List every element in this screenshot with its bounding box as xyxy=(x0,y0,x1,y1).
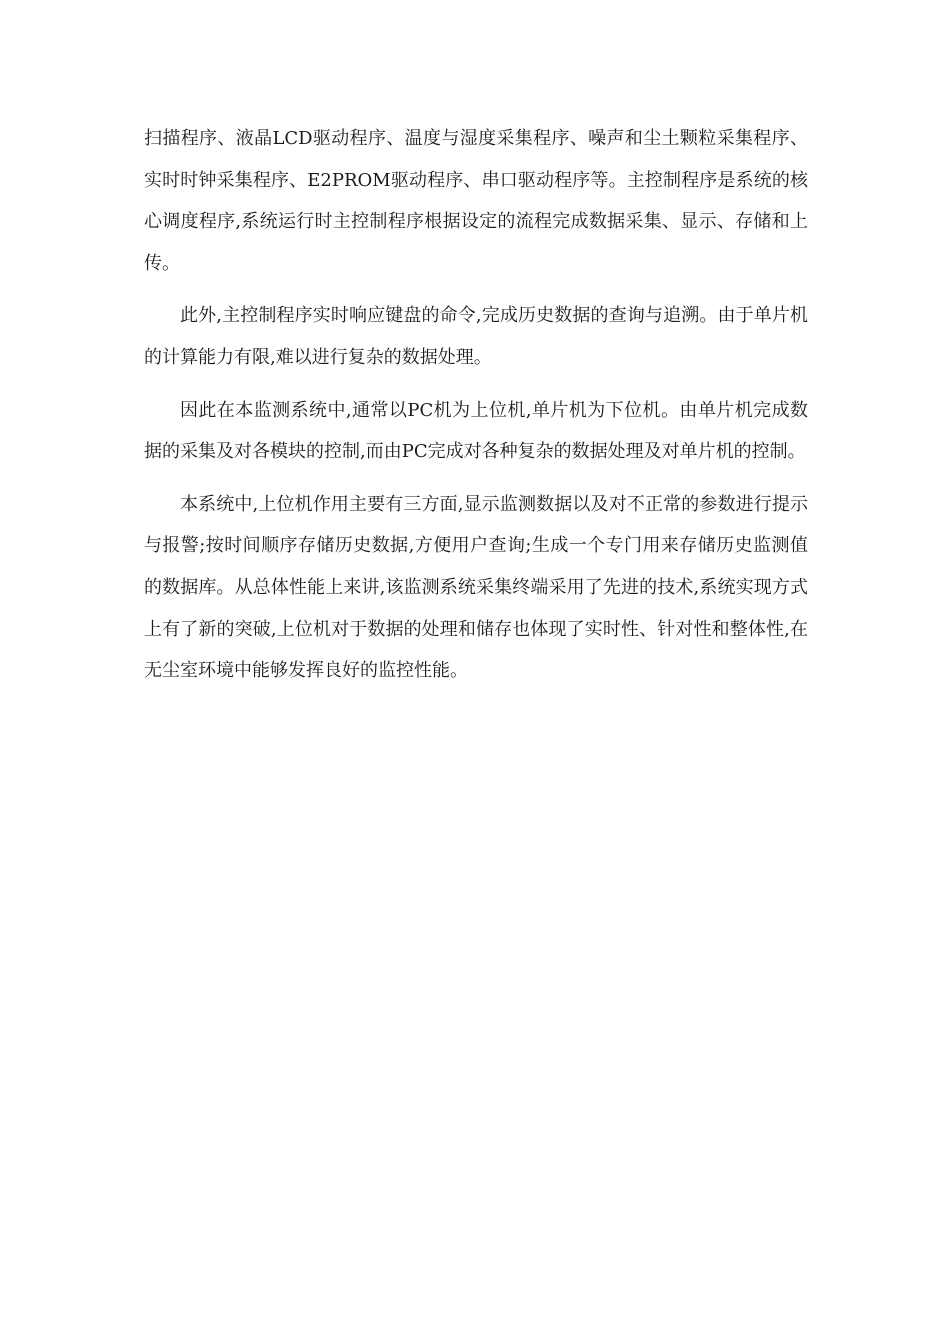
document-body xyxy=(144,118,808,692)
paragraph: 此外,主控制程序实时响应键盘的命令,完成历史数据的查询与追溯。由于单片机的计算能力有限,难以进行复杂的数据处理。 xyxy=(144,305,808,368)
paragraph-continuation: 扫描程序、液晶LCD驱动程序、温度与湿度采集程序、噪声和尘土颗粒采集程序、实时时钟采集程序、E2PROM驱动程序、串口驱动程序等。主控制程序是系统的核心调度程序,系统运行时主控制程序根据设定的流程完成数据采集、显示、存储和上传。 xyxy=(144,128,808,274)
paragraph: 本系统中,上位机作用主要有三方面,显示监测数据以及对不正常的参数进行提示与报警;按时间顺序存储历史数据,方便用户查询;生成一个专门用来存储历史监测值的数据库。从总体性能上来讲,该监测系统采集终端采用了先进的技术,系统实现方式上有了新的突破,上位机对于数据的处理和储存也体现了实时性、针对性和整体性,在无尘室环境中能够发挥良好的监控性能。 xyxy=(144,493,808,682)
paragraph: 因此在本监测系统中,通常以PC机为上位机,单片机为下位机。由单片机完成数据的采集及对各模块的控制,而由PC完成对各种复杂的数据处理及对单片机的控制。 xyxy=(144,399,808,463)
